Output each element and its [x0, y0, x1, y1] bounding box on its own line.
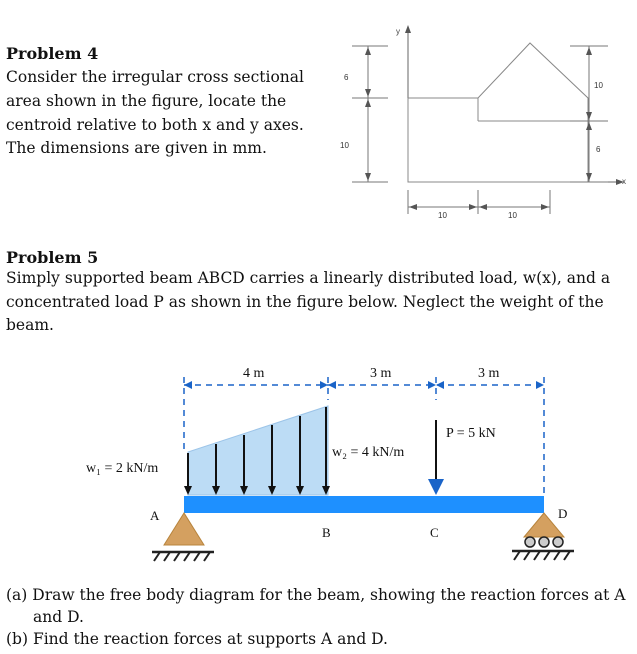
pin-support-a	[164, 513, 204, 545]
span-cd-label: 3 m	[478, 366, 500, 381]
problem4-line-2: area shown in the figure, locate the	[6, 92, 287, 110]
x-axis-label: x	[622, 177, 626, 186]
task-b-line: (b) Find the reaction forces at supports A and D.	[6, 630, 388, 648]
beam-figure	[0, 355, 637, 580]
label-a: A	[150, 508, 160, 523]
problem5-line-2: concentrated load P as shown in the figure below. Neglect the weight of the	[6, 293, 604, 311]
label-c: C	[430, 525, 439, 540]
w2-label: w₂ = 4 kN/m	[332, 445, 405, 460]
dim-bottom-right: 10	[508, 211, 517, 220]
dim-right-bottom: 6	[596, 145, 601, 154]
dim-left-top: 6	[344, 73, 349, 82]
problem4-line-4: The dimensions are given in mm.	[6, 139, 267, 157]
point-load-arrow-icon	[428, 479, 444, 495]
problem5-line-3: beam.	[6, 316, 54, 334]
problem5-title: Problem 5	[6, 248, 99, 267]
problem5-line-1: Simply supported beam ABCD carries a linearly distributed load, w(x), and a	[6, 269, 611, 287]
span-bc-label: 3 m	[370, 366, 392, 381]
p-label: P = 5 kN	[446, 426, 496, 441]
problem4-line-3: centroid relative to both x and y axes.	[6, 116, 304, 134]
problem4-line-1: Consider the irregular cross sectional	[6, 68, 304, 86]
y-axis-label: y	[396, 27, 400, 36]
task-a-line-1: (a) Draw the free body diagram for the beam, showing the reaction forces at A	[6, 586, 626, 604]
shape-outline	[408, 43, 588, 182]
beam	[184, 496, 544, 513]
span-ab-label: 4 m	[243, 366, 265, 381]
dim-bottom-left: 10	[438, 211, 447, 220]
ground-a-hatch	[154, 552, 210, 561]
distributed-load-area	[188, 406, 328, 495]
dim-right-top: 10	[594, 81, 603, 90]
dim-left-bottom: 10	[340, 141, 349, 150]
label-b: B	[322, 525, 331, 540]
problem4-title: Problem 4	[6, 44, 99, 63]
label-d: D	[558, 506, 568, 521]
ground-d-hatch	[514, 551, 570, 560]
y-axis-arrow-icon	[405, 25, 411, 33]
task-a-line-2: and D.	[33, 608, 84, 626]
cross-section-figure	[330, 20, 630, 220]
w1-label: w₁ = 2 kN/m	[86, 461, 159, 476]
